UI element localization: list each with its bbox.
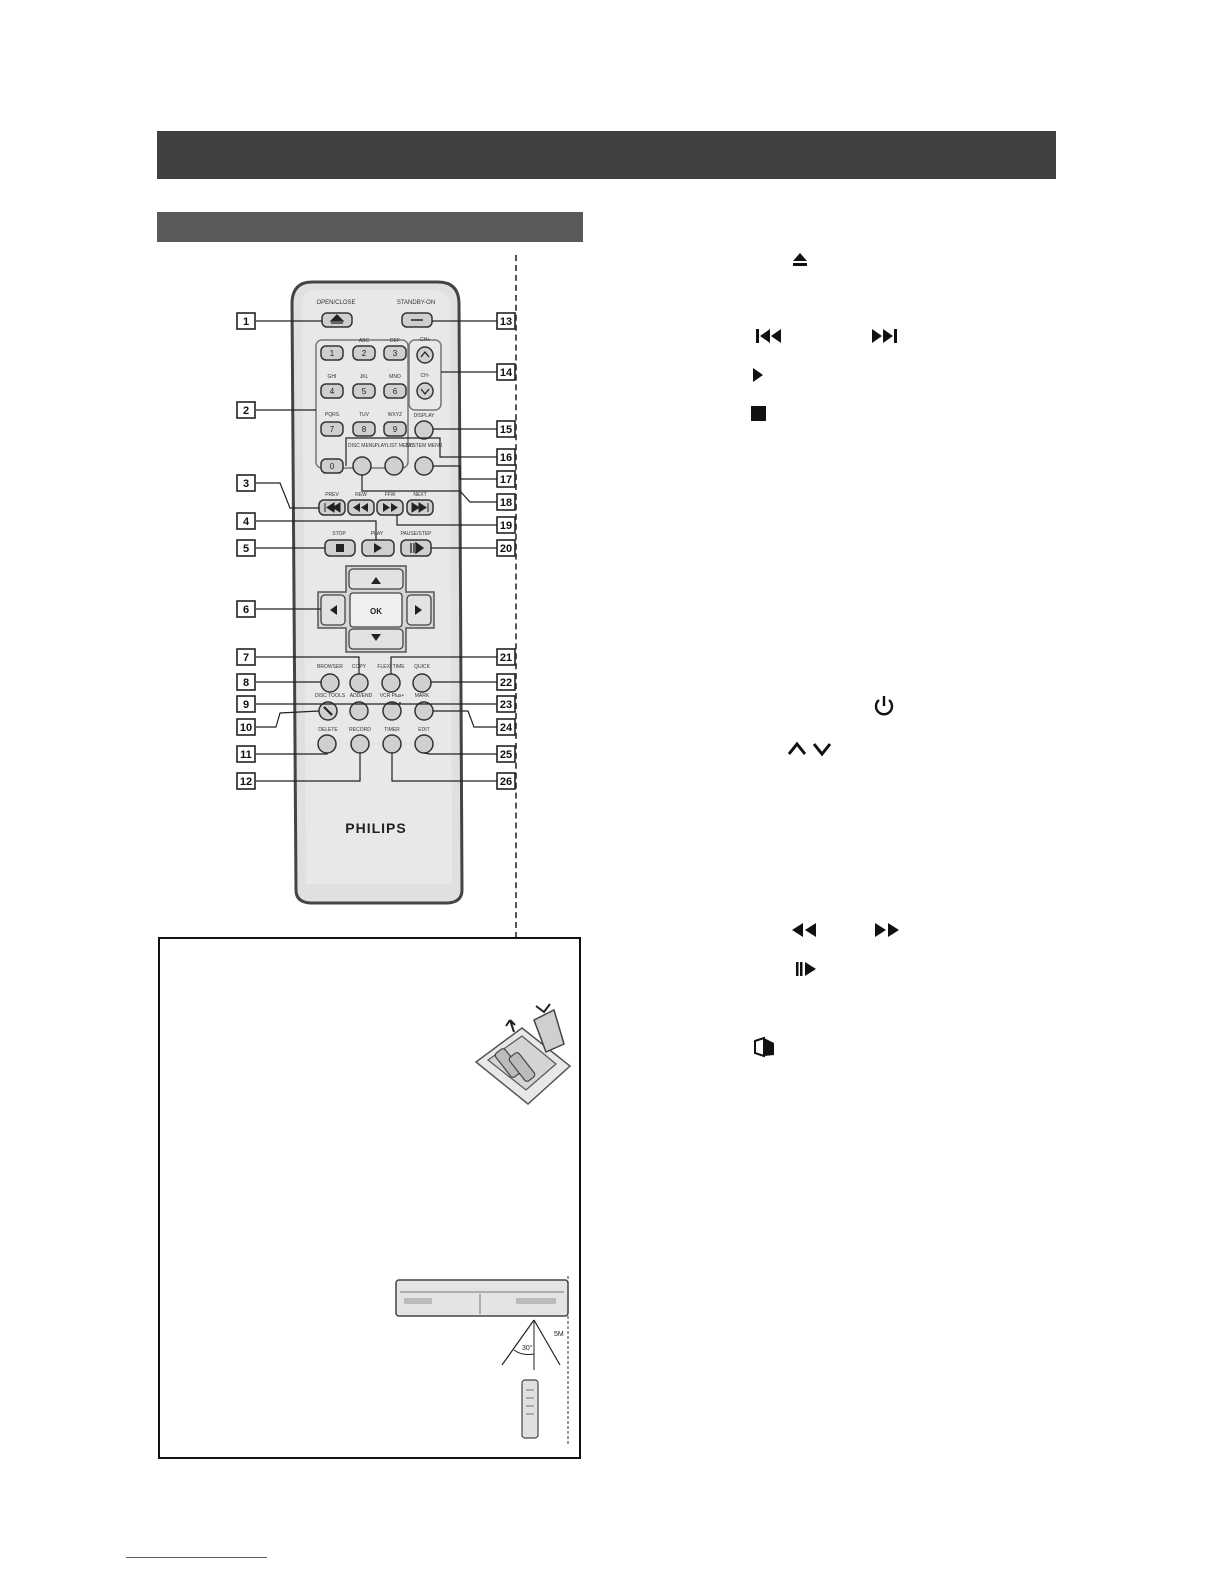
record-label: RECORD [349, 727, 371, 733]
browser-button[interactable] [321, 674, 339, 692]
browser-label: BROWSER [317, 664, 343, 670]
ch-down-label: CH- [420, 373, 430, 379]
digit-6-label: 6 [392, 387, 398, 396]
stop-icon [750, 405, 768, 423]
callout-number-5: 5 [242, 543, 250, 555]
vcr-plus-label: VCR Plus+ [379, 693, 405, 699]
callout-number-18: 18 [499, 497, 513, 509]
callout-number-4: 4 [242, 516, 250, 528]
digit-8-label: 8 [361, 425, 367, 434]
callout-number-12: 12 [239, 776, 253, 788]
display-button[interactable] [415, 421, 433, 439]
rewind-icon [790, 921, 818, 939]
callout-number-22: 22 [499, 677, 513, 689]
callout-number-15: 15 [499, 424, 513, 436]
callout-number-1: 1 [242, 316, 250, 328]
callout-number-23: 23 [499, 699, 513, 711]
disc-tools-label: DISC TOOLS [314, 693, 346, 699]
digit-1-label: 1 [329, 349, 335, 358]
abc-label: ABC [358, 338, 370, 344]
remote-control-illustration [220, 270, 520, 910]
playlist-menu-label: PLAYLIST MENU [374, 443, 414, 449]
distance-label: 5M [554, 1331, 564, 1338]
remote-range-diagram [390, 1270, 578, 1450]
copy-button[interactable] [350, 674, 368, 692]
playlist-menu-button[interactable] [385, 457, 403, 475]
skip-previous-icon [755, 327, 783, 345]
callout-number-24: 24 [499, 722, 513, 734]
edit-button[interactable] [415, 735, 433, 753]
section-title-bar [157, 212, 583, 242]
power-icon [872, 694, 896, 718]
ffw-label: FFW [384, 492, 396, 498]
skip-next-icon [870, 327, 898, 345]
eject-icon [790, 250, 810, 270]
pause-step-icon [794, 960, 820, 978]
record-button[interactable] [351, 735, 369, 753]
mark-button[interactable] [415, 702, 433, 720]
play-label: PLAY [370, 531, 384, 537]
display-label: DISPLAY [413, 413, 435, 419]
digit-7-label: 7 [329, 425, 335, 434]
callout-number-14: 14 [499, 367, 513, 379]
callout-number-26: 26 [499, 776, 513, 788]
channel-down-button[interactable] [417, 383, 433, 399]
chevron-up-down-icon [786, 738, 836, 760]
mno-label: MNO [389, 374, 401, 380]
delete-button[interactable] [318, 735, 336, 753]
pause-step-label: PAUSE/STEP [400, 531, 432, 537]
flexi-time-label: FLEXI TIME [377, 664, 405, 670]
digit-4-label: 4 [329, 387, 335, 396]
tuv-label: TUV [359, 412, 369, 418]
ok-label: OK [370, 607, 382, 616]
callout-number-13: 13 [499, 316, 513, 328]
mark-label: MARK [414, 693, 430, 699]
add-end-label: ADD/END [349, 693, 373, 699]
small-remote-illustration [522, 1380, 538, 1438]
callout-number-17: 17 [499, 474, 513, 486]
play-icon [750, 366, 766, 384]
open-close-label: OPEN/CLOSE [316, 300, 356, 306]
callout-number-19: 19 [499, 520, 513, 532]
timer-button[interactable] [383, 735, 401, 753]
fast-forward-icon [873, 921, 901, 939]
callout-number-20: 20 [499, 543, 513, 555]
system-menu-button[interactable] [415, 457, 433, 475]
callout-number-6: 6 [242, 604, 250, 616]
footer-link-underline[interactable] [126, 1557, 267, 1558]
edit-label: EDIT [418, 727, 430, 733]
angle-label: 30° [522, 1345, 533, 1352]
philips-logo: PHILIPS [345, 820, 407, 836]
quick-label: QUICK [414, 664, 430, 670]
stop-label: STOP [332, 531, 346, 537]
channel-up-button[interactable] [417, 347, 433, 363]
digit-5-label: 5 [361, 387, 367, 396]
callout-number-10: 10 [239, 722, 253, 734]
rew-label: REW [355, 492, 367, 498]
wrench-icon [752, 1036, 778, 1058]
add-end-button[interactable] [350, 702, 368, 720]
disc-menu-label: DISC MENU [347, 443, 377, 449]
copy-label: COPY [351, 664, 367, 670]
def-label: DEF [390, 338, 400, 344]
prev-label: PREV [325, 492, 339, 498]
callout-number-25: 25 [499, 749, 513, 761]
callout-number-11: 11 [240, 749, 252, 761]
callout-number-3: 3 [242, 478, 250, 490]
callout-number-2: 2 [242, 405, 250, 417]
disc-menu-button[interactable] [353, 457, 371, 475]
quick-button[interactable] [413, 674, 431, 692]
digit-2-label: 2 [361, 349, 367, 358]
ghi-label: GHI [327, 374, 337, 380]
pqrs-label: PQRS [324, 412, 340, 418]
digit-0-label: 0 [329, 462, 335, 471]
system-menu-label: SYSTEM MENU [405, 443, 443, 449]
battery-insertion-illustration [470, 1000, 578, 1110]
vcr-plus-button[interactable] [383, 702, 401, 720]
standby-on-label: STANDBY-ON [396, 300, 436, 306]
chapter-title-bar [157, 131, 1056, 179]
delete-label: DELETE [318, 727, 338, 733]
flexi-time-button[interactable] [382, 674, 400, 692]
callout-number-8: 8 [242, 677, 250, 689]
next-label: NEXT [413, 492, 427, 498]
timer-label: TIMER [384, 727, 400, 733]
ch-up-label: CH+ [419, 337, 431, 343]
callout-number-21: 21 [499, 652, 513, 664]
wxyz-label: WXYZ [387, 412, 403, 418]
stop-icon [336, 544, 344, 552]
callout-number-16: 16 [499, 452, 513, 464]
digit-9-label: 9 [392, 425, 398, 434]
callout-number-7: 7 [242, 652, 250, 664]
digit-3-label: 3 [392, 349, 398, 358]
jkl-label: JKL [359, 374, 369, 380]
callout-number-9: 9 [242, 699, 250, 711]
